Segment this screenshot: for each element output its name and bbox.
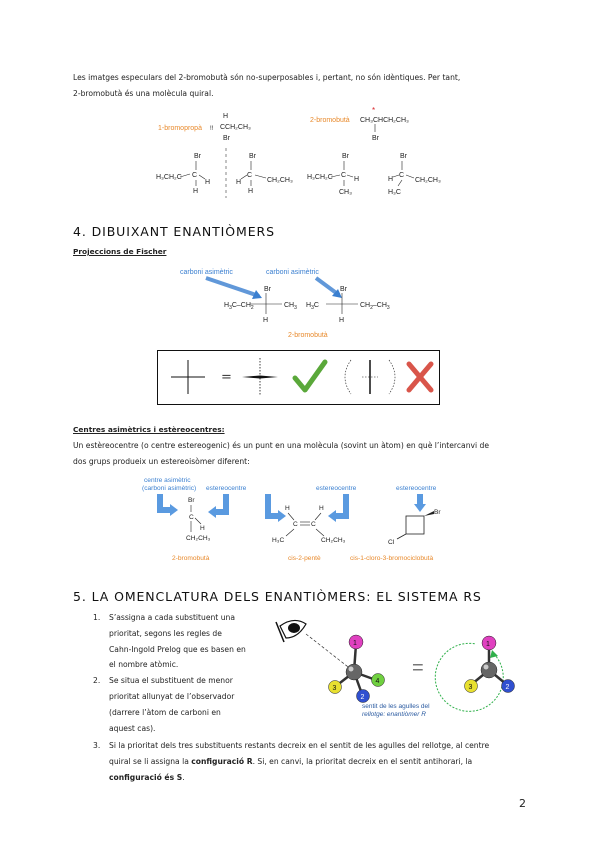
label-2-bromobutane-top: 2-bromobutà xyxy=(310,117,350,124)
svg-text:H: H xyxy=(339,317,345,324)
svg-text:4: 4 xyxy=(375,678,380,685)
svg-text:CH₂CH₃: CH₂CH₃ xyxy=(415,177,441,184)
svg-text:Br: Br xyxy=(434,509,441,516)
svg-text:2: 2 xyxy=(360,694,365,701)
svg-text:C: C xyxy=(341,172,347,179)
svg-text:H₃CH₂C: H₃CH₂C xyxy=(156,174,182,181)
stereocentres-subheading: Centres asimètrics i estèreocentres: xyxy=(73,425,225,434)
label-1-bromopropane: 1-bromopropà xyxy=(158,125,202,132)
svg-text:Br: Br xyxy=(372,135,379,142)
svg-text:C: C xyxy=(247,172,253,179)
stereocentres-line-2: dos grups produeix un estereoisòmer diferent: xyxy=(73,457,250,466)
svg-text:H: H xyxy=(223,113,229,120)
svg-text:H₃C: H₃C xyxy=(388,189,401,196)
label-2-bromobutane: 2-bromobutà xyxy=(288,332,328,339)
svg-text:H: H xyxy=(388,176,394,183)
svg-text:C: C xyxy=(192,172,198,179)
svg-text:CCH₂CH₃: CCH₂CH₃ xyxy=(220,124,251,131)
rs-caption-line-2: rellotge: enantiòmer R xyxy=(362,711,426,718)
svg-text:C: C xyxy=(189,514,194,521)
label-stereocentre-1: estereocentre xyxy=(206,485,247,492)
label-stereocentre-3: estereocentre xyxy=(396,485,437,492)
rule-item-1: 1. S’assigna a cada substituent una prioritat, segons les regles de Cahn-Ingold Prelog que es basen en el nombre atòmic. xyxy=(93,613,246,670)
label-asymmetric-carbon-2: carboni asimètric xyxy=(266,269,319,276)
svg-text:H: H xyxy=(263,317,269,324)
svg-text:Br: Br xyxy=(400,153,407,160)
svg-text:2: 2 xyxy=(505,684,510,691)
rs-configuration-figure xyxy=(264,612,532,724)
label-stereocentre-2: estereocentre xyxy=(316,485,357,492)
label-dots: !! xyxy=(210,126,214,132)
section-5-heading: 5. LA OMENCLATURA DELS ENANTIÒMERS: EL SISTEMA RS xyxy=(73,589,482,604)
fischer-subheading: Projeccions de Fischer xyxy=(73,247,167,256)
svg-text:C: C xyxy=(399,172,405,179)
svg-text:H: H xyxy=(285,505,290,512)
rs-rules-list-b xyxy=(93,738,528,785)
equals-sign: = xyxy=(221,370,232,385)
svg-text:*: * xyxy=(372,106,376,115)
svg-text:1: 1 xyxy=(353,640,357,647)
svg-text:H: H xyxy=(248,188,254,195)
section-4-heading: 4. DIBUIXANT ENANTIÒMERS xyxy=(73,224,275,239)
stereocentres-line-1: Un estèreocentre (o centre estereogenic) és un punt en una molècula (sovint un àtom) en què l’intercanvi de xyxy=(73,441,490,450)
label-asymmetric-carbon-1: carboni asimètric xyxy=(180,269,233,276)
svg-text:CH₂CH₃: CH₂CH₃ xyxy=(186,535,211,542)
svg-text:H: H xyxy=(193,188,199,195)
svg-text:Br: Br xyxy=(188,497,195,504)
fischer-projection-figure xyxy=(176,262,416,342)
svg-text:Br: Br xyxy=(340,286,347,293)
rs-caption-line-1: sentit de les agulles del xyxy=(362,703,430,710)
stereocentre-figure xyxy=(138,474,478,570)
svg-text:H: H xyxy=(205,179,211,186)
svg-text:CH3: $CH_3$ xyxy=(284,302,297,311)
rs-rules-list-a xyxy=(93,610,258,736)
check-icon xyxy=(295,362,325,390)
intro-line-2: 2-bromobutà és una molècula quiral. xyxy=(73,89,214,98)
svg-text:CH₂CH₃: CH₂CH₃ xyxy=(321,537,346,544)
svg-text:CH₂CH₃: CH₂CH₃ xyxy=(267,177,293,184)
rule-item-2: 2. Se situa el substituent de menor prioritat allunyat de l’observador (darrere l’àtom de carboni en aquest cas). xyxy=(93,676,235,733)
mirror-image-figure xyxy=(150,104,450,200)
svg-text:H: H xyxy=(354,176,360,183)
svg-text:Br: Br xyxy=(223,135,230,142)
svg-text:Br: Br xyxy=(342,153,349,160)
svg-text:3: 3 xyxy=(468,684,473,691)
svg-text:C: C xyxy=(293,521,298,528)
name-2-bromobutane: 2-bromobutà xyxy=(172,555,210,562)
svg-text:H₃CH₂C: H₃CH₂C xyxy=(307,174,333,181)
svg-text:3: 3 xyxy=(332,685,337,692)
name-cis-2-pentene: cis-2-pentè xyxy=(288,555,321,562)
svg-text:(carboni asimètric): (carboni asimètric) xyxy=(142,485,197,492)
name-cyclobutane: cis-1-cloro-3-bromociclobutà xyxy=(350,555,434,562)
svg-text:Cl: Cl xyxy=(388,539,395,546)
svg-text:Br: Br xyxy=(194,153,201,160)
svg-text:CH2–CH3: $CH_2-CH_3$ xyxy=(360,302,390,311)
intro-line-1: Les imatges especulars del 2-bromobutà són no-superposables i, pertant, no són idèntiques. Per tant, xyxy=(73,73,461,82)
svg-text:H: H xyxy=(319,505,324,512)
svg-text:H: H xyxy=(236,179,242,186)
svg-text:CH₃: CH₃ xyxy=(339,189,352,196)
svg-text:C: C xyxy=(311,521,316,528)
svg-text:CH₃CHCH₂CH₃: CH₃CHCH₂CH₃ xyxy=(360,117,409,124)
fischer-rule-icons xyxy=(157,350,440,405)
rule-item-3: 3. Si la prioritat dels tres substituents restants decreix en el sentit de les agulles del rellotge, al centre quiral se li assigna la configuració R. Si, en canvi, la prioritat decreix en el sentit antihorari, la configuració és S. xyxy=(93,741,490,782)
svg-text:H3C: $H_3C$ xyxy=(306,302,319,311)
rs-equals: = xyxy=(412,657,424,679)
page-number: 2 xyxy=(519,797,526,810)
eye-icon xyxy=(276,620,306,642)
svg-text:1: 1 xyxy=(486,641,490,648)
svg-text:H₃C: H₃C xyxy=(272,537,285,544)
svg-text:H: H xyxy=(200,525,205,532)
svg-text:H3C–CH2: $H_3C-CH_2$ xyxy=(224,302,254,311)
label-asymmetric-centre: centre asimètric xyxy=(144,477,191,484)
svg-text:Br: Br xyxy=(249,153,256,160)
svg-text:Br: Br xyxy=(264,286,271,293)
